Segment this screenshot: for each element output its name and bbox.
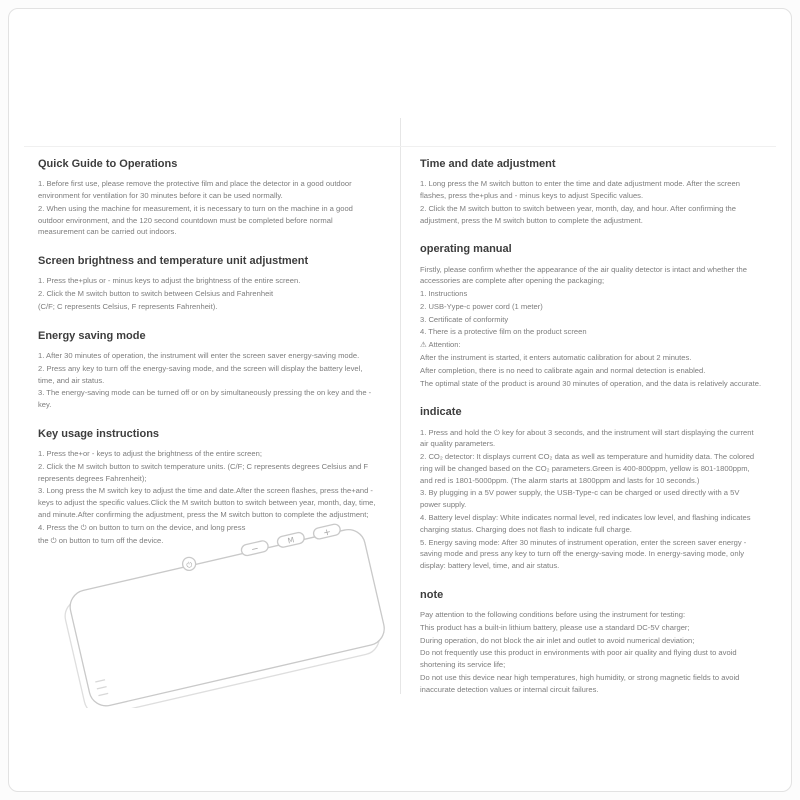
- paragraph: Firstly, please confirm whether the appearance of the air quality detector is intact and whether the accessories are complete after opening the packaging;: [420, 264, 747, 286]
- section-heading: Key usage instructions: [38, 427, 160, 440]
- plus-icon: +: [322, 527, 333, 539]
- paragraph: Do not frequently use this product in environments with poor air quality and flying dust to avoid shortening its service life;: [420, 648, 737, 670]
- paragraph: 1. Before first use, please remove the protective film and place the detector in a good outdoor environment for ventilation for 30 minutes before it can be used normally.: [38, 179, 352, 201]
- paragraph: The optimal state of the product is around 30 minutes of operation, and the data is relatively accurate.: [420, 378, 762, 388]
- section-heading: note: [420, 588, 444, 601]
- power-icon: ⏻: [185, 559, 194, 570]
- right-column: [400, 146, 776, 696]
- section-note: [420, 588, 762, 696]
- paragraph: 4. Press the ⏻ on button to turn on the device, and long press: [38, 522, 246, 532]
- paragraph: Pay attention to the following conditions before using the instrument for testing:: [420, 610, 686, 620]
- section-heading: Energy saving mode: [38, 329, 146, 342]
- paragraph: 2. Click the M switch button to switch between Celsius and Fahrenheit: [38, 289, 274, 299]
- paragraph: 1. Press and hold the ⏻ key for about 3 seconds, and the instrument will start displaying the current air quality parameters.: [420, 427, 754, 449]
- section-quick-guide: [38, 157, 380, 238]
- section-heading: Screen brightness and temperature unit adjustment: [38, 255, 309, 268]
- section-energy-saving: [38, 329, 380, 411]
- device-line-drawing: [42, 503, 397, 708]
- section-heading: Time and date adjustment: [420, 158, 556, 170]
- paragraph: 1. Press the+or - keys to adjust the brightness of the entire screen;: [38, 449, 262, 459]
- minus-icon: −: [250, 543, 260, 556]
- paragraph: (C/F; C represents Celsius, F represents Fahrenheit).: [38, 301, 218, 311]
- paragraph: the ⏻ on button to turn off the device.: [38, 535, 164, 545]
- section-operating-manual: [420, 242, 762, 389]
- paragraph: 5. Energy saving mode: After 30 minutes of instrument operation, enter the screen saver energy -saving mode and press any key to turn off the energy-saving mode. In energy-saving mode, only display: battery level, time, and air status.: [420, 537, 747, 571]
- section-heading: operating manual: [420, 243, 512, 256]
- paragraph: 3. The energy-saving mode can be turned off or on by simultaneously pressing the on key and the - key.: [38, 388, 372, 410]
- device-illustration: [42, 503, 397, 708]
- paragraph: 2. Press any key to turn off the energy-saving mode, and the screen will display the battery level, time, and air status.: [38, 363, 363, 385]
- section-heading: indicate: [420, 406, 462, 419]
- section-heading: Quick Guide to Operations: [38, 158, 178, 170]
- paragraph: 1. Instructions: [420, 289, 468, 299]
- attention-label: ⚠ Attention:: [420, 340, 461, 350]
- paragraph: After the instrument is started, it enters automatic calibration for about 2 minutes.: [420, 353, 692, 363]
- paragraph: 3. Certificate of conformity: [420, 314, 509, 324]
- paragraph: 2. USB-Yype-c power cord (1 meter): [420, 301, 543, 311]
- section-indicate: [420, 405, 762, 571]
- paragraph: 2. CO₂ detector: It displays current CO₂ data as well as temperature and humidity data. The colored ring will be changed based on the CO₂ parameters.Green is 400-800ppm, yellow is 801-1800ppm, and red is 1801-5000ppm. (The alarm starts at 1800ppm and lasts for 10 seconds.): [420, 452, 755, 485]
- section-screen-brightness: [38, 254, 380, 313]
- paragraph: This product has a built-in lithium battery, please use a standard DC-5V charger;: [420, 622, 690, 632]
- paragraph: 4. Battery level display: White indicates normal level, red indicates low level, and flashing indicates charging status. Charging does not flash to indicate full charge.: [420, 512, 751, 534]
- paragraph: 3. Long press the M switch key to adjust the time and date.After the screen flashes, press the+and - keys to adjust the specific values.Click the M switch button to switch between year, month, day, time, and minute.After confirming the adjustment, press the M switch button to complete the adjustment;: [38, 486, 376, 519]
- paragraph: 4. There is a protective film on the product screen: [420, 327, 587, 337]
- paragraph: 2. Click the M switch button to switch temperature units. (C/F; C represents degrees Celsius and F represents degrees Fahrenheit);: [38, 461, 369, 483]
- section-time-date: [420, 157, 762, 226]
- paragraph: During operation, do not block the air inlet and outlet to avoid numerical deviation;: [420, 635, 695, 645]
- paragraph: Do not use this device near high temperatures, high humidity, or strong magnetic fields to avoid inaccurate detection values or internal circuit failures.: [420, 672, 740, 694]
- paragraph: 3. By plugging in a 5V power supply, the USB-Type-c can be charged or used directly with a 5V power supply.: [420, 488, 740, 510]
- paragraph: 1. After 30 minutes of operation, the instrument will enter the screen saver energy-saving mode.: [38, 351, 360, 361]
- paragraph: 2. When using the machine for measurement, it is necessary to turn on the machine in a good outdoor environment, and the 120 second countdown must be completed before normal measurement can be carried out indoors.: [38, 203, 353, 237]
- paragraph: 1. Long press the M switch button to enter the time and date adjustment mode. After the screen flashes, press the+plus and - minus keys to adjust Specific values.: [420, 179, 740, 201]
- paragraph: 1. Press the+plus or - minus keys to adjust the brightness of the entire screen.: [38, 276, 301, 286]
- m-label: M: [286, 535, 296, 546]
- paragraph: After completion, there is no need to calibrate again and normal detection is enabled.: [420, 365, 706, 375]
- paragraph: 2. Click the M switch button to switch between year, month, day, and hour. After confirming the adjustment, press the M switch button to complete the adjustment.: [420, 203, 737, 225]
